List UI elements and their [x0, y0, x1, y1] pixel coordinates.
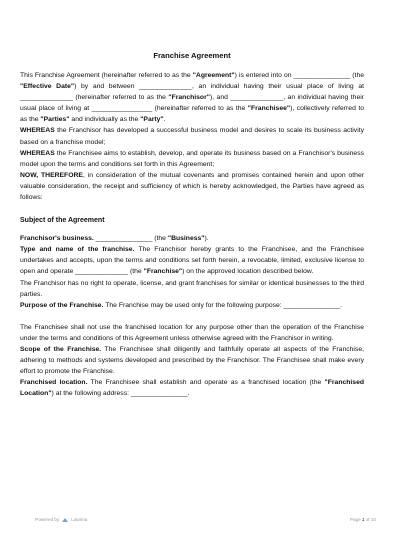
no-right-paragraph — [20, 278, 364, 300]
document-body — [20, 51, 364, 400]
page-total: 10 — [370, 517, 376, 522]
bold-run: Type and name of the franchise. — [20, 246, 135, 254]
text-run: ) at the following address: _______________. — [51, 390, 190, 398]
text-run: the Franchisee aims to establish, develop, and operate its business based on a Franchisor's business model upon the terms and conditions set forth in this Agreement; — [20, 149, 364, 168]
text-run: The Franchisor has no right to operate, license, and grant franchises for similar or identical businesses to the third parties. — [20, 279, 364, 298]
intro-paragraph — [20, 70, 364, 125]
document-title: Franchise Agreement — [153, 51, 231, 60]
text-run: The Franchise may be used only for the following purpose: _______________. — [103, 301, 343, 309]
purpose-paragraph — [20, 300, 364, 311]
text-run: , in consideration of the mutual covenants and promises contained herein and upon other valuable consideration, the receipt and sufficiency of which is hereby acknowledged, the Parties have agreed as follows: — [20, 171, 364, 202]
bold-run: "Franchised Location" — [20, 379, 364, 398]
text-run: ), and ______________, an individual having their usual place of living at ________________ (hereinafter referred to as the — [20, 94, 364, 113]
bold-run: Scope of the Franchise. — [20, 346, 102, 354]
location-use-paragraph — [20, 322, 364, 344]
text-run: _______________ (the — [93, 235, 168, 243]
powered-by — [35, 517, 87, 522]
text-run: ). — [204, 235, 209, 243]
bold-run: "Agreement" — [192, 72, 235, 79]
page-indicator — [350, 517, 376, 522]
text-run: The Franchisee shall diligently and faithfully operate all aspects of the Franchise, adhering to methods and systems developed and prescribed by the Franchisor. The Franchisee shall make every effort to promote the Franchise. — [20, 346, 365, 376]
text-run: ) by and between ______________, an individual having their usual place of living at ______________ (hereinafter referred to as the — [20, 83, 364, 102]
powered-by-label: Powered by — [35, 517, 60, 522]
bold-run: "Parties" — [40, 116, 70, 124]
bold-run: "Franchise" — [143, 268, 183, 276]
scope-paragraph — [20, 344, 364, 377]
brand-logo-icon — [62, 518, 68, 522]
text-run: ) is entered into on _______________ (the — [234, 72, 364, 79]
text-run: and individually as the — [69, 116, 141, 124]
bold-run: WHEREAS — [20, 127, 55, 135]
bold-run: "Effective Date" — [20, 83, 75, 91]
text-run: The Franchisee shall not use the franchised location for any purpose other than the operation of the Franchise under the terms and conditions of this Agreement unless otherwise agreed with the Franchisor in writing. — [20, 323, 364, 342]
text-run: ) on the approved location described below. — [182, 268, 314, 276]
text-run: ), collectively referred to as the — [20, 105, 364, 124]
page-current: 1 — [361, 517, 365, 522]
bold-run: Franchisor's business. — [20, 235, 94, 243]
page-of: of — [365, 517, 370, 522]
bold-run: NOW, THEREFORE — [20, 171, 83, 179]
franchisors-business-paragraph — [20, 233, 364, 244]
bold-run: WHEREAS — [20, 149, 55, 157]
text-run: This Franchise Agreement (hereinafter referred to as the — [20, 72, 193, 79]
text-run: . — [163, 116, 166, 124]
bold-run: Franchised location. — [20, 379, 88, 387]
text-run: the Franchisor has developed a successful business model and desires to scale its business activity based on a franchise model; — [20, 127, 364, 146]
franchised-location-paragraph — [20, 377, 364, 399]
type-and-name-paragraph — [20, 244, 364, 277]
section-heading: Subject of the Agreement — [20, 217, 105, 225]
bold-run: "Business" — [167, 235, 205, 243]
now-therefore-paragraph — [20, 170, 364, 203]
page-label: Page — [349, 517, 361, 522]
whereas-paragraph-1 — [20, 125, 364, 147]
bold-run: "Party" — [140, 116, 164, 124]
brand-name: Lawrina — [71, 517, 88, 522]
text-run: The Franchisee shall establish and operate as a franchised location (the — [87, 379, 325, 387]
bold-run: "Franchisor" — [168, 94, 210, 102]
bold-run: Purpose of the Franchise. — [20, 301, 104, 309]
text-run: The Franchisor hereby grants to the Franchisee, and the Franchisee undertakes and accepts, upon the terms and conditions set forth herein, a revocable, limited, exclusive license to open and operate ______________ (the — [20, 246, 364, 276]
paragraph-gap — [20, 311, 364, 322]
whereas-paragraph-2 — [20, 148, 364, 170]
bold-run: "Franchisee" — [247, 105, 291, 113]
